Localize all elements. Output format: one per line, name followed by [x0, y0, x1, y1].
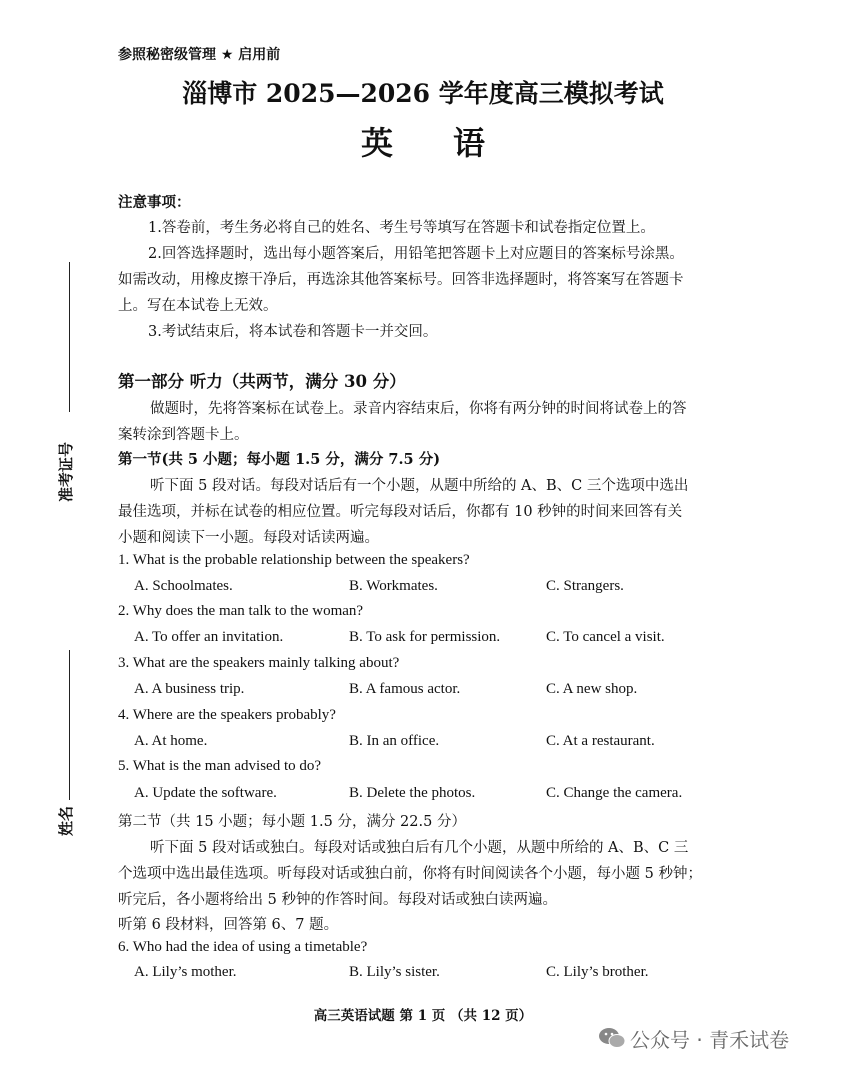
notice-line: 1.答卷前，考生务必将自己的姓名、考生号等填写在答题卡和试卷指定位置上。 — [148, 220, 655, 236]
section2-heading: 第二节（共 15 小题；每小题 1.5 分，满分 22.5 分） — [118, 814, 466, 830]
section1-instruction: 小题和阅读下一小题。每段对话读两遍。 — [118, 530, 379, 546]
subject-title: 英语 — [360, 124, 545, 162]
part1-intro-line: 案转涂到答题卡上。 — [118, 427, 249, 443]
option-6b: B. Lily’s sister. — [349, 964, 440, 980]
option-3c: C. A new shop. — [546, 681, 638, 697]
watermark-text: 公众号 · 青禾试卷 — [630, 1028, 790, 1052]
section2-instruction: 听完后，各小题将给出 5 秒钟的作答时间。每段对话或独白读两遍。 — [118, 892, 557, 908]
section1-instruction: 最佳选项，并标在试卷的相应位置。听完每段对话后，你都有 10 秒钟的时间来回答有关 — [118, 504, 683, 520]
option-2b: B. To ask for permission. — [349, 629, 501, 645]
question-4: 4. Where are the speakers probably? — [118, 707, 336, 723]
name-label: 姓名 — [57, 805, 75, 836]
notice-line: 2.回答选择题时，选出每小题答案后，用铅笔把答题卡上对应题目的答案标号涂黑。 — [148, 246, 684, 262]
option-4c: C. At a restaurant. — [546, 733, 655, 749]
name-line — [69, 650, 70, 800]
question-3: 3. What are the speakers mainly talking about? — [118, 655, 400, 671]
option-1b: B. Workmates. — [349, 578, 438, 594]
option-6a: A. Lily’s mother. — [134, 964, 237, 980]
notice-line: 上。写在本试卷上无效。 — [118, 298, 278, 314]
option-3a: A. A business trip. — [134, 681, 245, 697]
part1-heading: 第一部分 听力（共两节，满分 30 分） — [118, 372, 406, 391]
notice-heading: 注意事项： — [118, 194, 191, 211]
option-5c: C. Change the camera. — [546, 785, 683, 801]
notice-line: 3.考试结束后，将本试卷和答题卡一并交回。 — [148, 324, 438, 340]
question-6: 6. Who had the idea of using a timetable? — [118, 939, 368, 955]
question-2: 2. Why does the man talk to the woman? — [118, 603, 364, 619]
section2-instruction: 个选项中选出最佳选项。听每段对话或独白前，你将有时间阅读各个小题，每小题 5 秒钟； — [118, 866, 702, 882]
wechat-icon — [598, 1026, 626, 1050]
section1-heading: 第一节(共 5 小题；每小题 1.5 分，满分 7.5 分) — [118, 451, 441, 468]
section1-instruction: 听下面 5 段对话。每段对话后有一个小题，从题中所给的 A、B、C 三个选项中选出 — [150, 478, 689, 494]
option-5a: A. Update the software. — [134, 785, 277, 801]
exam-id-line — [69, 262, 70, 412]
option-4a: A. At home. — [134, 733, 208, 749]
part1-intro-line: 做题时，先将答案标在试卷上。录音内容结束后，你将有两分钟的时间将试卷上的答 — [150, 401, 687, 417]
option-4b: B. In an office. — [349, 733, 440, 749]
material-note: 听第 6 段材料，回答第 6、7 题。 — [118, 917, 339, 933]
option-6c: C. Lily’s brother. — [546, 964, 649, 980]
option-2a: A. To offer an invitation. — [134, 629, 284, 645]
question-5: 5. What is the man advised to do? — [118, 758, 322, 774]
confidential-label: 参照秘密级管理 ★ 启用前 — [118, 47, 281, 63]
option-1a: A. Schoolmates. — [134, 578, 233, 594]
notice-line: 如需改动，用橡皮擦干净后，再选涂其他答案标号。回答非选择题时，将答案写在答题卡 — [118, 272, 684, 288]
option-1c: C. Strangers. — [546, 578, 624, 594]
option-5b: B. Delete the photos. — [349, 785, 476, 801]
option-3b: B. A famous actor. — [349, 681, 461, 697]
exam-title: 淄博市 2025—2026 学年度高三模拟考试 — [182, 79, 664, 108]
page-footer: 高三英语试题 第 1 页 （共 12 页） — [313, 1008, 533, 1024]
section2-instruction: 听下面 5 段对话或独白。每段对话或独白后有几个小题，从题中所给的 A、B、C 三 — [150, 840, 689, 856]
option-2c: C. To cancel a visit. — [546, 629, 665, 645]
exam-id-label: 准考证号 — [57, 441, 75, 502]
question-1: 1. What is the probable relationship between the speakers? — [118, 552, 470, 568]
